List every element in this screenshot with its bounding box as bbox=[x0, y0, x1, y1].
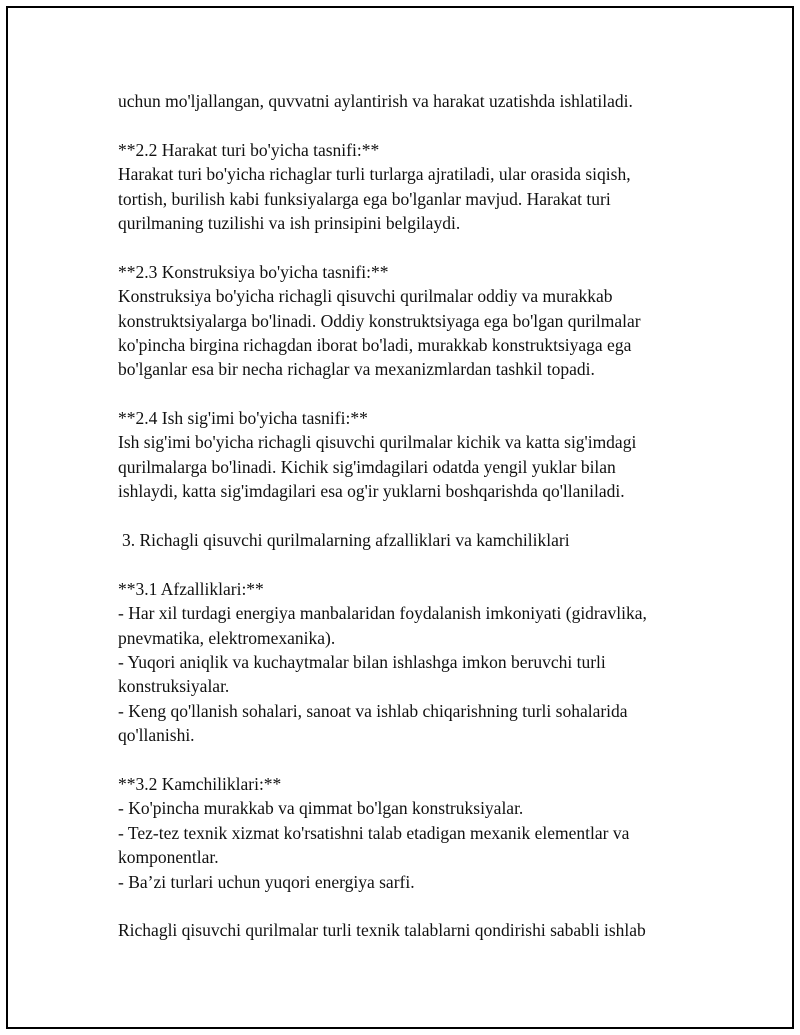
intro-line: uchun mo'ljallangan, quvvatni aylantirish va harakat uzatishda ishlatiladi. bbox=[118, 91, 633, 111]
section-2-4 bbox=[118, 406, 738, 504]
document-body bbox=[118, 89, 738, 943]
section-heading: **2.2 Harakat turi bo'yicha tasnifi:** bbox=[118, 139, 380, 160]
paragraph-gap bbox=[118, 552, 738, 576]
paragraph-gap bbox=[118, 504, 738, 528]
paragraph-gap bbox=[118, 894, 738, 918]
list-item: - Keng qo'llanish sohalari, sanoat va ishlab chiqarishning turli sohalarida bbox=[118, 700, 628, 721]
text-line: ko'pincha birgina richagdan iborat bo'ladi, murakkab konstruktsiyaga ega bbox=[118, 334, 632, 355]
text-line: Konstruksiya bo'yicha richagli qisuvchi qurilmalar oddiy va murakkab bbox=[118, 286, 613, 307]
list-item-continuation: pnevmatika, elektromexanika). bbox=[118, 627, 336, 648]
list-item-continuation: konstruksiyalar. bbox=[118, 676, 230, 697]
list-item-continuation: komponentlar. bbox=[118, 847, 219, 868]
list-item: - Har xil turdagi energiya manbalaridan foydalanish imkoniyati (gidravlika, bbox=[118, 603, 647, 624]
list-item: - Ba’zi turlari uchun yuqori energiya sarfi. bbox=[118, 871, 415, 892]
text-line: Harakat turi bo'yicha richaglar turli turlarga ajratiladi, ular orasida siqish, bbox=[118, 164, 631, 185]
text-line: bo'lganlar esa bir necha richaglar va mexanizmlardan tashkil topadi. bbox=[118, 359, 595, 380]
paragraph-gap bbox=[118, 748, 738, 772]
text-line: qurilmaning tuzilishi va ish prinsipini belgilaydi. bbox=[118, 212, 461, 233]
section-heading: **3.1 Afzalliklari:** bbox=[118, 578, 264, 599]
text-line: tortish, burilish kabi funksiyalarga ega bo'lganlar mavjud. Harakat turi bbox=[118, 188, 611, 209]
section-heading: **2.4 Ish sig'imi bo'yicha tasnifi:** bbox=[118, 408, 368, 429]
section-3-2 bbox=[118, 772, 738, 894]
text-line: ishlaydi, katta sig'imdagilari esa og'ir yuklarni boshqarishda qo'llaniladi. bbox=[118, 481, 625, 502]
section-3-1 bbox=[118, 577, 738, 748]
section-2-3 bbox=[118, 260, 738, 382]
section-2-2 bbox=[118, 138, 738, 236]
section-heading: **2.3 Konstruksiya bo'yicha tasnifi:** bbox=[118, 261, 389, 282]
text-line: Ish sig'imi bo'yicha richagli qisuvchi qurilmalar kichik va katta sig'imdagi bbox=[118, 432, 637, 453]
paragraph-gap bbox=[118, 113, 738, 137]
section-3-title: 3. Richagli qisuvchi qurilmalarning afzalliklari va kamchiliklari bbox=[122, 530, 570, 551]
paragraph-gap bbox=[118, 382, 738, 406]
text-line: qurilmalarga bo'linadi. Kichik sig'imdagilari odatda yengil yuklar bilan bbox=[118, 456, 616, 477]
text-line: konstruktsiyalarga bo'linadi. Oddiy konstruktsiyaga ega bo'lgan qurilmalar bbox=[118, 310, 641, 331]
list-item: - Tez-tez texnik xizmat ko'rsatishni talab etadigan mexanik elementlar va bbox=[118, 822, 630, 843]
paragraph-gap bbox=[118, 235, 738, 259]
list-item: - Yuqori aniqlik va kuchaytmalar bilan ishlashga imkon beruvchi turli bbox=[118, 651, 606, 672]
closing-line: Richagli qisuvchi qurilmalar turli texnik talablarni qondirishi sababli ishlab bbox=[118, 920, 646, 941]
section-heading: **3.2 Kamchiliklari:** bbox=[118, 773, 282, 794]
list-item-continuation: qo'llanishi. bbox=[118, 725, 195, 746]
list-item: - Ko'pincha murakkab va qimmat bo'lgan konstruksiyalar. bbox=[118, 798, 524, 819]
